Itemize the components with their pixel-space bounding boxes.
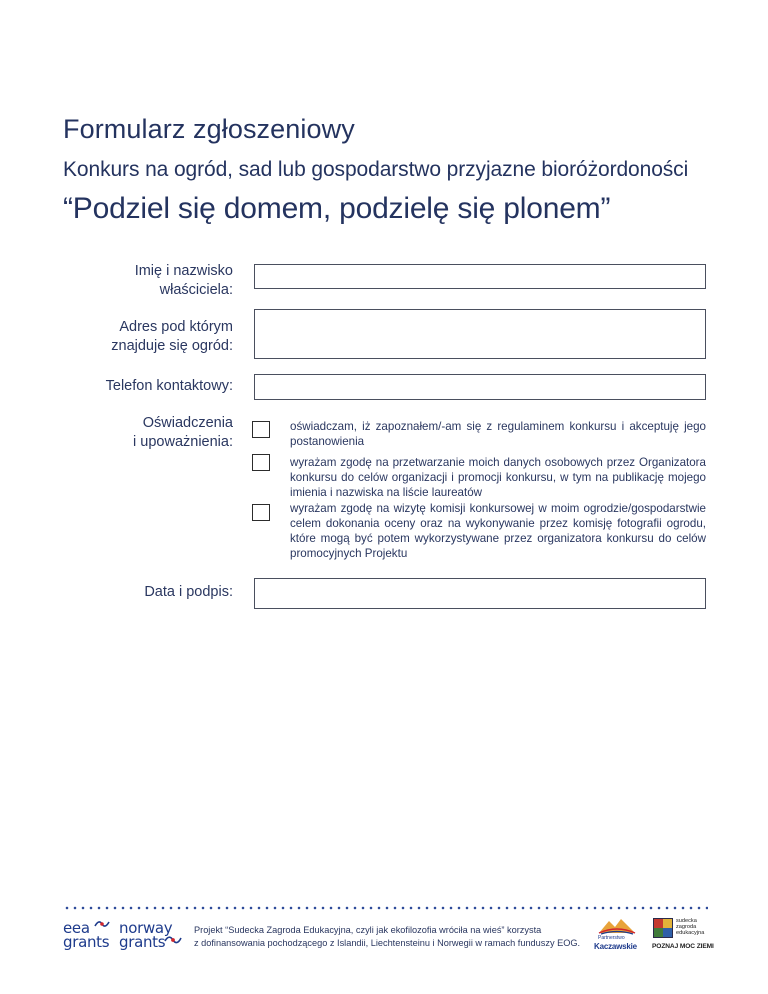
consent-checkbox-data-processing[interactable] xyxy=(252,454,270,471)
consent-checkbox-regulations[interactable] xyxy=(252,421,270,438)
phone-field[interactable] xyxy=(254,374,706,400)
consents-label: Oświadczenia i upoważnienia: xyxy=(133,415,233,450)
kaczawskie-small-label: Partnerstwo xyxy=(598,935,625,941)
consent-text-regulations: oświadczam, iż zapoznałem/-am się z regulaminem konkursu i akceptuję jego postanowienia xyxy=(290,420,706,448)
form-title: Formularz zgłoszeniowy xyxy=(63,114,355,144)
eea-grants-mark-icon xyxy=(93,918,111,932)
consent-text-data-processing: wyrażam zgodę na przetwarzanie moich danych osobowych przez Organizatora konkursu do celów organizacji i promocji konkursu, w tym na publikację mojego imienia i nazwiska na liście laureatów xyxy=(290,456,706,499)
date-signature-label: Data i podpis: xyxy=(144,584,233,600)
sudecka-zagroda-logo-icon xyxy=(653,918,673,938)
owner-name-label: Imię i nazwisko właściciela: xyxy=(134,263,233,298)
phone-label: Telefon kontaktowy: xyxy=(105,378,233,394)
sudecka-zagroda-name: sudecka zagroda edukacyjna xyxy=(676,918,705,936)
footer-dotted-divider xyxy=(63,906,708,910)
eea-grants-logo: eea grants xyxy=(63,919,110,951)
norway-grants-mark-icon xyxy=(163,932,183,948)
address-label: Adres pod którym znajduje się ogród: xyxy=(111,319,233,354)
contest-subtitle: Konkurs na ogród, sad lub gospodarstwo przyjazne bioróżordoności xyxy=(63,158,689,181)
contest-slogan: “Podziel się domem, podzielę się plonem” xyxy=(63,192,611,225)
consent-checkbox-visit[interactable] xyxy=(252,504,270,521)
date-signature-field[interactable] xyxy=(254,578,706,609)
sudecka-zagroda-tagline: POZNAJ MOC ZIEMI xyxy=(652,943,714,950)
norway-grants-logo: norway grants xyxy=(119,919,173,951)
address-field[interactable] xyxy=(254,309,706,359)
kaczawskie-name: Kaczawskie xyxy=(594,942,637,951)
owner-name-field[interactable] xyxy=(254,264,706,289)
consent-text-visit: wyrażam zgodę na wizytę komisji konkursowej w moim ogrodzie/gospodarstwie celem dokonania oceny oraz na wykonywanie przez komisję fotografii ogrodu, które mogą być potem wykorzystywane przez organizatora konkursu do celów promocyjnych Projektu xyxy=(290,502,706,560)
project-funding-note: Projekt “Sudecka Zagroda Edukacyjna, czyli jak ekofilozofia wróciła na wieś” korzysta z dofinansowania pochodzącego z Islandii, Liechtensteinu i Norwegii w ramach funduszy EOG. xyxy=(194,925,581,948)
